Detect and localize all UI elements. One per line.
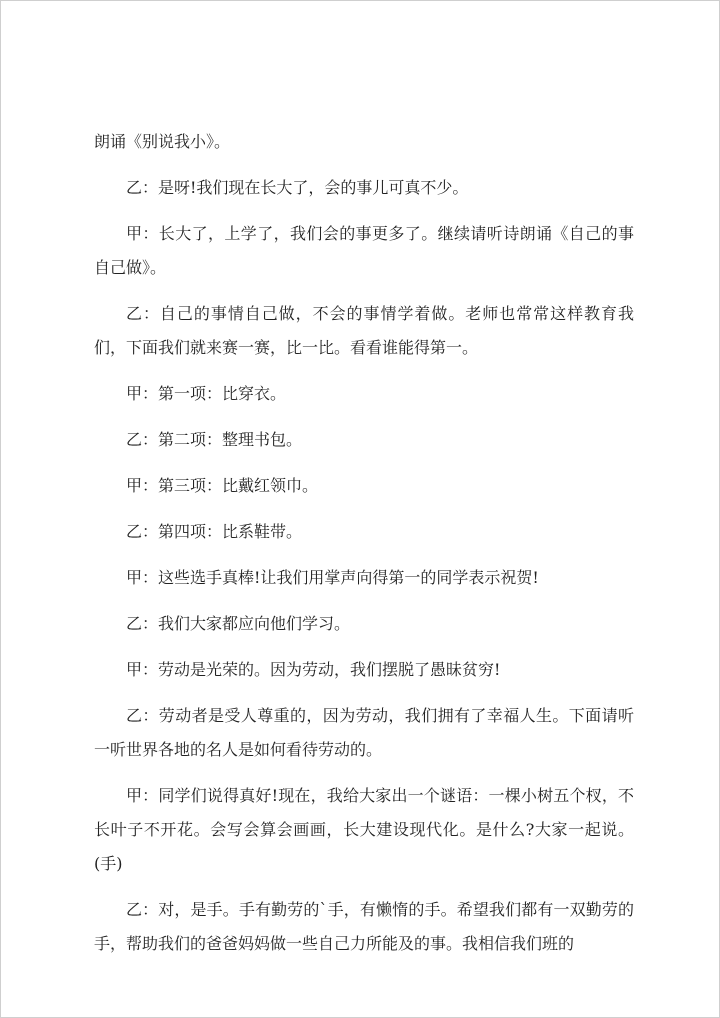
paragraph-3: 甲：长大了，上学了，我们会的事更多了。继续请听诗朗诵《自己的事自己做》。 — [94, 224, 634, 277]
paragraph-14: 乙：对，是手。手有勤劳的`手，有懒惰的手。希望我们都有一双勤劳的手，帮助我们的爸爸妈妈做一些自己力所能及的事。我相信我们班的 — [94, 900, 634, 953]
paragraph-11: 甲：劳动是光荣的。因为劳动，我们摆脱了愚昧贫穷! — [126, 660, 501, 679]
paragraph-2: 乙：是呀!我们现在长大了，会的事儿可真不少。 — [126, 178, 469, 197]
paragraph-1: 朗诵《别说我小》。 — [94, 132, 231, 151]
paragraph-5: 甲：第一项：比穿衣。 — [126, 384, 287, 403]
paragraph-10: 乙：我们大家都应向他们学习。 — [126, 614, 351, 633]
paragraph-12: 乙：劳动者是受人尊重的，因为劳动，我们拥有了幸福人生。下面请听一听世界各地的名人是如何看待劳动的。 — [94, 706, 634, 759]
paragraph-9: 甲：这些选手真棒!让我们用掌声向得第一的同学表示祝贺! — [126, 568, 539, 587]
document-body — [94, 125, 634, 973]
paragraph-7: 甲：第三项：比戴红领巾。 — [126, 476, 319, 495]
paragraph-8: 乙：第四项：比系鞋带。 — [126, 522, 303, 541]
paragraph-4: 乙：自己的事情自己做，不会的事情学着做。老师也常常这样教育我们，下面我们就来赛一赛，比一比。看看谁能得第一。 — [94, 304, 634, 357]
paragraph-13: 甲：同学们说得真好!现在，我给大家出一个谜语：一棵小树五个杈，不长叶子不开花。会写会算会画画，长大建设现代化。是什么?大家一起说。(手) — [94, 786, 634, 873]
paragraph-6: 乙：第二项：整理书包。 — [126, 430, 303, 449]
